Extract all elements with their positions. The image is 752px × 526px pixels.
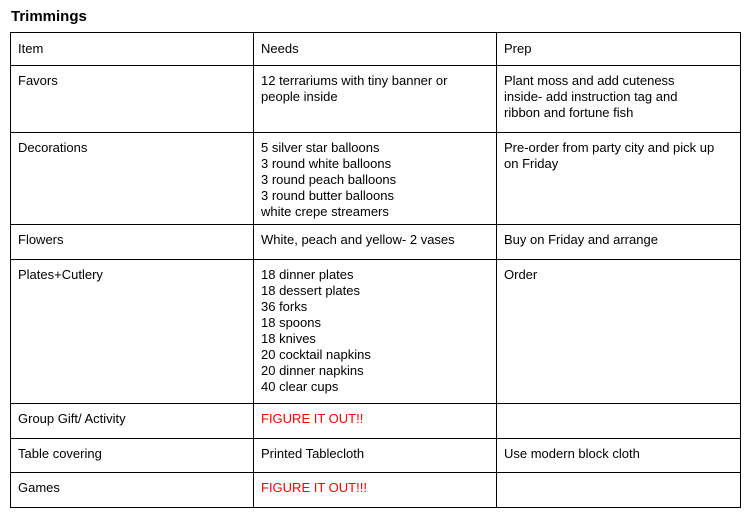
cell-needs: 5 silver star balloons 3 round white balloons 3 round peach balloons 3 round butter balloons white crepe streamers xyxy=(254,133,497,225)
table-row-games xyxy=(11,473,741,508)
cell-item: Group Gift/ Activity xyxy=(11,404,254,439)
cell-item: Flowers xyxy=(11,225,254,260)
cell-prep xyxy=(497,473,741,508)
header-prep: Prep xyxy=(497,33,741,66)
table-row-favors xyxy=(11,66,741,133)
cell-item: Favors xyxy=(11,66,254,133)
cell-item: Table covering xyxy=(11,439,254,473)
table-row-decorations xyxy=(11,133,741,225)
cell-item: Plates+Cutlery xyxy=(11,260,254,404)
cell-prep: Order xyxy=(497,260,741,404)
cell-item: Decorations xyxy=(11,133,254,225)
document-title: Trimmings xyxy=(11,8,87,25)
table-row-table-covering xyxy=(11,439,741,473)
cell-prep: Plant moss and add cuteness inside- add instruction tag and ribbon and fortune fish xyxy=(497,66,741,133)
table-header-row xyxy=(11,33,741,66)
header-item: Item xyxy=(11,33,254,66)
cell-item: Games xyxy=(11,473,254,508)
cell-needs: White, peach and yellow- 2 vases xyxy=(254,225,497,260)
cell-prep: Pre-order from party city and pick up on Friday xyxy=(497,133,741,225)
table-row-plates-cutlery xyxy=(11,260,741,404)
cell-prep: Buy on Friday and arrange xyxy=(497,225,741,260)
cell-needs-alert: FIGURE IT OUT!! xyxy=(254,404,497,439)
cell-needs: Printed Tablecloth xyxy=(254,439,497,473)
trimmings-table xyxy=(10,32,741,508)
cell-prep: Use modern block cloth xyxy=(497,439,741,473)
header-needs: Needs xyxy=(254,33,497,66)
cell-needs: 18 dinner plates 18 dessert plates 36 forks 18 spoons 18 knives 20 cocktail napkins 20 dinner napkins 40 clear cups xyxy=(254,260,497,404)
cell-needs: 12 terrariums with tiny banner or people inside xyxy=(254,66,497,133)
cell-prep xyxy=(497,404,741,439)
table-row-flowers xyxy=(11,225,741,260)
table-row-group-gift xyxy=(11,404,741,439)
cell-needs-alert: FIGURE IT OUT!!! xyxy=(254,473,497,508)
